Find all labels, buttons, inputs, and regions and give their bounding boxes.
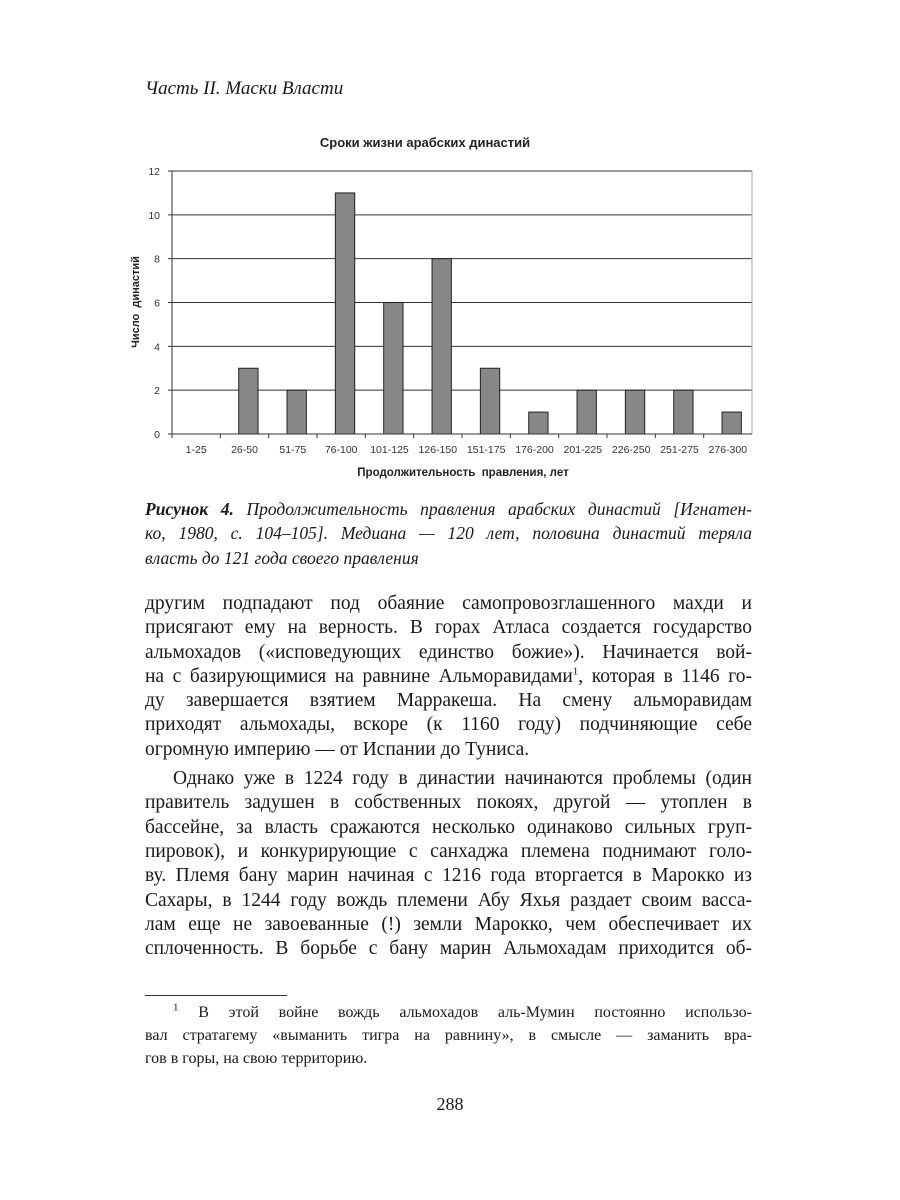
text-line: присягают ему на верность. В горах Атласа создается государство [145, 617, 752, 639]
y-tick-label: 10 [148, 209, 160, 222]
text-line: ду завершается взятием Марракеша. На смену альморавидам [145, 690, 752, 712]
text-span: , которая в 1146 го- [578, 665, 752, 687]
text-line [145, 665, 752, 689]
bar-101-125 [384, 303, 403, 435]
x-tick-label: 51-75 [279, 444, 307, 456]
x-tick-label: 1-25 [185, 444, 207, 456]
footnote-line [145, 1001, 752, 1024]
text-span: В этой войне вождь альмохадов аль-Мумин постоянно использо- [178, 1004, 752, 1021]
x-tick-label: 251-275 [660, 444, 699, 456]
text-line: огромную империю — от Испании до Туниса. [145, 738, 530, 760]
bar-151-175 [480, 368, 499, 434]
text-line: ву. Племя бану марин начиная с 1216 года вторгается в Марокко из [145, 865, 752, 887]
footnote [145, 1001, 752, 1070]
bar-251-275 [674, 390, 693, 434]
caption-line: власть до 121 года своего правления [145, 547, 419, 568]
y-tick-label: 0 [154, 429, 160, 441]
x-tick-label: 26-50 [231, 444, 258, 456]
page-number: 288 [436, 1094, 464, 1114]
bar-126-150 [432, 259, 451, 434]
footnote-number: 1 [173, 1001, 179, 1014]
x-tick-label: 126-150 [418, 444, 458, 456]
x-tick-label: 151-175 [466, 444, 506, 456]
x-axis-label: Продолжительность правления, лет [357, 467, 569, 479]
y-tick-label: 8 [154, 253, 160, 266]
text-line: лам еще не завоеванные (!) земли Марокко, чем обеспечивает их [145, 913, 752, 935]
text-span: на с базирующимися на равнине Альморавидами [145, 665, 573, 687]
y-tick-label: 12 [148, 166, 160, 178]
text-line: другим подпадают под обаяние самопровозглашенного махди и [145, 593, 752, 614]
x-tick-label: 176-200 [515, 444, 554, 456]
y-tick-label: 6 [154, 297, 160, 310]
bar-276-300 [722, 412, 741, 434]
bar-201-225 [577, 390, 596, 434]
x-tick-label: 226-250 [611, 444, 651, 456]
y-tick-label: 4 [154, 341, 160, 354]
x-tick-label: 276-300 [708, 444, 748, 456]
x-tick-label: 101-125 [370, 444, 409, 456]
y-tick-label: 2 [154, 385, 160, 398]
text-line: правитель задушен в собственных покоях, другой — утоплен в [145, 792, 752, 814]
text-line: приходят альмохады, вскоре (к 1160 году) подчиняющие себе [145, 714, 752, 736]
footnote-ref[interactable]: 1 [572, 665, 579, 678]
x-tick-label: 201-225 [563, 444, 603, 456]
footnote-divider [145, 995, 287, 996]
caption-line: Продолжительность правления арабских династий [Игнатен- [233, 499, 752, 519]
bar-226-250 [625, 390, 644, 434]
footnote-line: гов в горы, на свою территорию. [145, 1050, 368, 1067]
body-text [145, 592, 752, 961]
y-axis-label: Число династий [130, 256, 142, 348]
caption-label: Рисунок 4. [145, 499, 234, 519]
bar-51-75 [287, 390, 306, 434]
text-line: альмохадов («исповедующих единство божие»). Начинается вой- [145, 641, 752, 663]
text-line: пировок), и конкурирующие с санхаджа племена поднимают голо- [145, 840, 752, 862]
bar-chart [0, 0, 900, 490]
text-line: бассейне, за власть сражаются несколько одинаково сильных груп- [145, 816, 752, 838]
text-line: Сахары, в 1244 году вождь племени Абу Яхья раздает своим васса- [145, 889, 752, 911]
running-header: Часть II. Маски Власти [145, 78, 344, 99]
bar-26-50 [239, 368, 258, 434]
chart-title: Сроки жизни арабских династий [319, 135, 531, 150]
bar-176-200 [529, 412, 548, 434]
figure-caption [145, 498, 752, 571]
text-line: сплоченность. В борьбе с бану марин Альмохадам приходится об- [145, 938, 752, 960]
text-line: Однако уже в 1224 году в династии начинаются проблемы (один [173, 768, 752, 790]
caption-line: ко, 1980, с. 104–105]. Медиана — 120 лет, половина династий теряла [145, 523, 752, 544]
x-tick-label: 76-100 [324, 444, 358, 456]
bar-76-100 [335, 193, 354, 434]
footnote-line: вал стратагему «выманить тигра на равнину», в смысле — заманить вра- [145, 1027, 752, 1044]
